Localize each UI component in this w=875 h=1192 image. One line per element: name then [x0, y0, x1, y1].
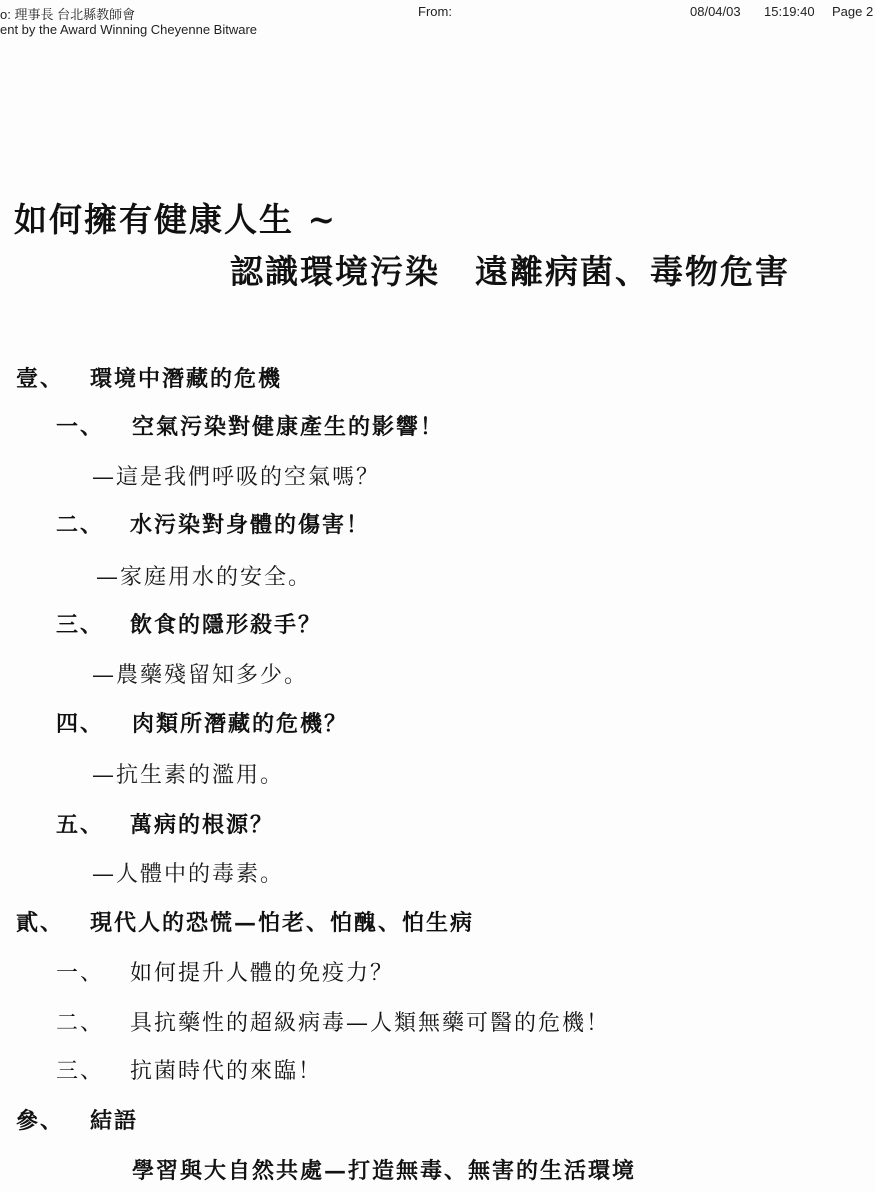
fax-date: 08/04/03	[690, 4, 741, 19]
section-title: 現代人的恐慌—怕老、怕醜、怕生病	[90, 910, 475, 936]
item-marker: 二、	[56, 1011, 105, 1036]
outline-item	[56, 956, 394, 987]
outline-item	[56, 410, 444, 441]
section-2-heading	[16, 906, 474, 937]
item-marker: 三、	[56, 1059, 105, 1084]
item-text: 萬病的根源？	[130, 812, 275, 838]
fax-from: From:	[418, 4, 452, 19]
outline-item	[56, 508, 370, 539]
fax-time: 15:19:40	[764, 4, 815, 19]
outline-item	[56, 1054, 322, 1085]
section-3-heading	[16, 1104, 138, 1135]
document-subtitle: 認識環境污染 遠離病菌、毒物危害	[230, 252, 790, 291]
fax-sent-by: ent by the Award Winning Cheyenne Bitware	[0, 22, 258, 37]
item-text: 水污染對身體的傷害！	[130, 512, 371, 538]
item-marker: 五、	[56, 812, 105, 838]
section-1-heading	[16, 362, 282, 393]
item-note: —人體中的毒素。	[92, 862, 285, 887]
item-text: 空氣污染對健康產生的影響！	[132, 414, 445, 440]
item-text: 飲食的隱形殺手？	[130, 612, 323, 638]
outline-item	[56, 608, 322, 639]
outline-item	[56, 707, 348, 738]
section-title: 結語	[90, 1108, 139, 1134]
item-note: —農藥殘留知多少。	[92, 663, 309, 688]
section-title: 環境中潛藏的危機	[90, 366, 283, 392]
item-note: —這是我們呼吸的空氣嗎？	[92, 465, 381, 490]
section-marker: 參、	[16, 1108, 65, 1134]
item-marker: 一、	[56, 414, 105, 440]
item-marker: 四、	[56, 711, 105, 737]
section-marker: 貳、	[16, 910, 65, 936]
conclusion-text: 學習與大自然共處—打造無毒、無害的生活環境	[132, 1158, 637, 1184]
item-note: —抗生素的濫用。	[92, 763, 285, 788]
item-marker: 三、	[56, 612, 105, 638]
item-note: —家庭用水的安全。	[96, 565, 313, 590]
section-marker: 壹、	[16, 366, 65, 392]
item-text: 肉類所潛藏的危機？	[132, 711, 349, 737]
document-title: 如何擁有健康人生 ~	[14, 200, 338, 239]
fax-header	[0, 0, 875, 44]
item-text: 具抗藥性的超級病毒—人類無藥可醫的危機！	[130, 1011, 611, 1036]
item-text: 如何提升人體的免疫力？	[130, 961, 395, 986]
fax-page: Page 2	[832, 4, 874, 19]
outline-item	[56, 808, 274, 839]
outline-item	[56, 1006, 610, 1037]
item-marker: 二、	[56, 512, 105, 538]
fax-to: o: 理事長 台北縣教師會	[0, 7, 136, 22]
item-text: 抗菌時代的來臨！	[130, 1059, 323, 1084]
item-marker: 一、	[56, 961, 105, 986]
